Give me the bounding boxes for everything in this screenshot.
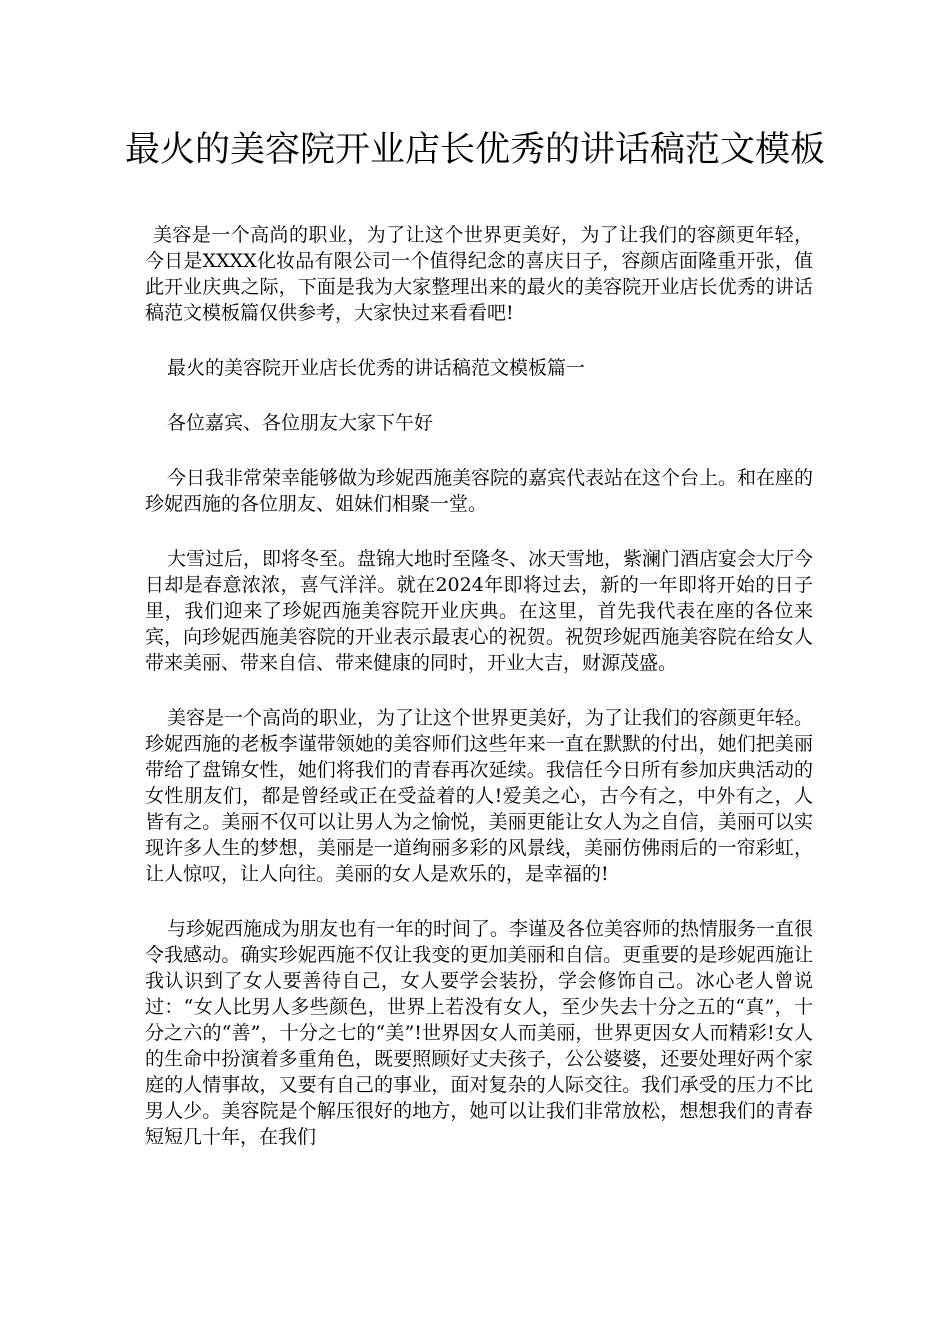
- document-body: [145, 222, 813, 1179]
- body-paragraph: 大雪过后，即将冬至。盘锦大地时至隆冬、冰天雪地，紫澜门酒店宴会大厅今日却是春意浓浓，喜气洋洋。就在2024年即将过去，新的一年即将开始的日子里，我们迎来了珍妮西施美容院开业庆典。在这里，首先我代表在座的各位来宾，向珍妮西施美容院的开业表示最衷心的祝贺。祝贺珍妮西施美容院在给女人带来美丽、带来自信、带来健康的同时，开业大吉，财源茂盛。: [145, 548, 814, 674]
- body-paragraph: 与珍妮西施成为朋友也有一年的时间了。李谨及各位美容师的热情服务一直很令我感动。确实珍妮西施不仅让我变的更加美丽和自信。更重要的是珍妮西施让我认识到了女人要善待自己，女人要学会装扮，学会修饰自己。冰心老人曾说过：“女人比男人多些颜色，世界上若没有女人，至少失去十分之五的“真”，十分之六的“善”，十分之七的“美”!世界因女人而美丽，世界更因女人而精彩!女人的生命中扮演着多重角色，既要照顾好丈夫孩子，公公婆婆，还要处理好两个家庭的人情事故，又要有自己的事业，面对复杂的人际交往。我们承受的压力不比男人少。美容院是个解压很好的地方，她可以让我们非常放松，想想我们的青春短短几十年，在我们: [145, 918, 814, 1148]
- greeting-paragraph: 各位嘉宾、各位朋友大家下午好: [167, 412, 434, 434]
- document-title: 最火的美容院开业店长优秀的讲话稿范文模板: [124, 130, 825, 170]
- body-paragraph: 美容是一个高尚的职业，为了让这个世界更美好，为了让我们的容颜更年轻。珍妮西施的老板李谨带领她的美容师们这些年来一直在默默的付出，她们把美丽带给了盘锦女性，她们将我们的青春再次延续。我信任今日所有参加庆典活动的女性朋友们，都是曾经或正在受益着的人!爱美之心，古今有之，中外有之，人皆有之。美丽不仅可以让男人为之愉悦，美丽更能让女人为之自信，美丽可以实现许多人生的梦想，美丽是一道绚丽多彩的风景线，美丽仿佛雨后的一帘彩虹，让人惊叹，让人向往。美丽的女人是欢乐的，是幸福的!: [145, 707, 814, 885]
- section-heading: 最火的美容院开业店长优秀的讲话稿范文模板篇一: [167, 357, 586, 379]
- body-paragraph: 今日我非常荣幸能够做为珍妮西施美容院的嘉宾代表站在这个台上。和在座的珍妮西施的各位朋友、姐妹们相聚一堂。: [145, 467, 814, 515]
- intro-paragraph: 美容是一个高尚的职业，为了让这个世界更美好，为了让我们的容颜更年轻，今日是XXXX化妆品有限公司一个值得纪念的喜庆日子，容颜店面隆重开张，值此开业庆典之际，下面是我为大家整理出来的最火的美容院开业店长优秀的讲话稿范文模板篇仅供参考，大家快过来看看吧!: [145, 224, 813, 324]
